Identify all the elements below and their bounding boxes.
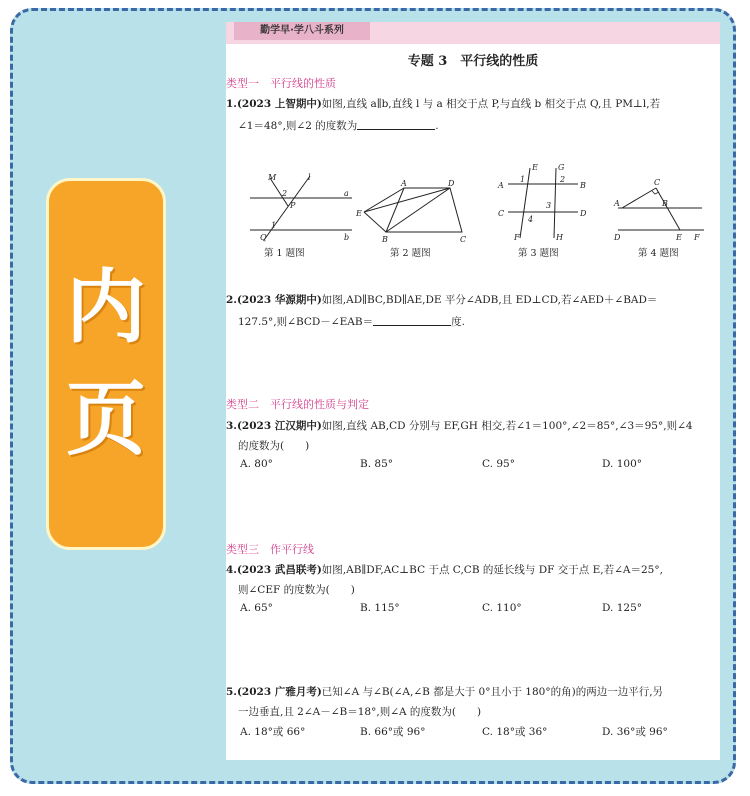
- q4-option-c[interactable]: C. 110°: [482, 602, 522, 614]
- q1-answer-blank[interactable]: [357, 119, 435, 130]
- q1-line-1: [226, 96, 720, 111]
- fig3-label-3: 3: [546, 201, 552, 210]
- type-heading-1: 类型一 平行线的性质: [226, 77, 336, 90]
- q2-line-2: [238, 314, 720, 329]
- fig1-label-1: 1: [271, 221, 277, 230]
- badge-char-1: 内: [66, 261, 146, 354]
- q5-line-1: [226, 684, 720, 699]
- q2-text-3: 度.: [451, 316, 465, 328]
- fig3-label-A: A: [498, 181, 504, 190]
- series-label: 勤学早·学八斗系列: [234, 22, 370, 40]
- fig2-label-C: C: [460, 235, 467, 244]
- fig3-label-F: F: [514, 233, 520, 242]
- q2-text-2: 127.5°,则∠BCD－∠EAB＝: [238, 316, 374, 328]
- q3-line-2: 的度数为( ): [238, 440, 310, 452]
- fig3-label-D: D: [580, 209, 587, 218]
- q5-text-1: 已知∠A 与∠B(∠A,∠B 都是大于 0°且小于 180°的角)的两边一边平行,另: [321, 686, 664, 698]
- inner-page-badge: [46, 178, 166, 550]
- figure-4: [612, 178, 712, 246]
- fig1-label-P: P: [290, 201, 296, 210]
- fig4-label-E: E: [676, 233, 682, 242]
- fig2-label-D: D: [448, 179, 455, 188]
- q4-number: 4.: [226, 564, 237, 576]
- q3-line-1: [226, 418, 720, 433]
- fig3-label-G: G: [558, 163, 565, 172]
- q2-answer-blank[interactable]: [373, 315, 451, 326]
- q5-number: 5.: [226, 686, 237, 698]
- fig3-label-H: H: [556, 233, 563, 242]
- fig3-label-4: 4: [528, 215, 534, 224]
- q2-number: 2.: [226, 294, 237, 306]
- q3-option-b[interactable]: B. 85°: [360, 458, 394, 470]
- fig2-label-B: B: [382, 235, 388, 244]
- workbook-page: [226, 22, 720, 760]
- fig3-label-2: 2: [560, 175, 566, 184]
- q3-option-a[interactable]: A. 80°: [240, 458, 273, 470]
- fig3-label-B: B: [580, 181, 586, 190]
- fig1-label-Q: Q: [260, 233, 267, 242]
- figure-3-caption: 第 3 题图: [518, 248, 559, 259]
- q1-text-2: ∠1＝48°,则∠2 的度数为: [238, 120, 358, 132]
- q4-option-d[interactable]: D. 125°: [602, 602, 643, 614]
- figure-1-caption: 第 1 题图: [264, 248, 305, 259]
- q3-option-c[interactable]: C. 95°: [482, 458, 515, 470]
- figure-2-caption: 第 2 题图: [390, 248, 431, 259]
- q1-text-3: .: [435, 120, 439, 132]
- fig1-label-b: b: [344, 233, 350, 242]
- figure-2: [356, 180, 466, 246]
- fig2-label-A: A: [401, 179, 407, 188]
- q5-line-2: 一边垂直,且 2∠A－∠B＝18°,则∠A 的度数为( ): [238, 706, 482, 718]
- fig1-label-l: l: [308, 173, 311, 182]
- fig4-label-D: D: [614, 233, 621, 242]
- fig4-label-F: F: [694, 233, 700, 242]
- fig2-label-E: E: [356, 209, 362, 218]
- type-heading-2: 类型二 平行线的性质与判定: [226, 398, 369, 411]
- q1-line-2: [238, 118, 720, 133]
- q5-option-c[interactable]: C. 18°或 36°: [482, 726, 548, 738]
- q5-source: (2023 广雅月考): [236, 686, 322, 698]
- fig4-label-A: A: [614, 199, 620, 208]
- fig4-label-B: B: [662, 199, 668, 208]
- q5-option-a[interactable]: A. 18°或 66°: [240, 726, 306, 738]
- q1-source: (2023 上智期中): [236, 98, 322, 110]
- q2-text-1: 如图,AD∥BC,BD∥AE,DE 平分∠ADB,且 ED⊥CD,若∠AED＋∠BAD＝: [321, 294, 658, 306]
- q3-source: (2023 江汉期中): [236, 420, 322, 432]
- q4-line-1: [226, 562, 720, 577]
- q2-line-1: [226, 292, 720, 307]
- badge-char-2: 页: [66, 373, 146, 466]
- q4-line-2: 则∠CEF 的度数为( ): [238, 584, 355, 596]
- page-title: 专题 3 平行线的性质: [407, 54, 539, 69]
- q5-option-b[interactable]: B. 66°或 96°: [360, 726, 426, 738]
- q4-option-b[interactable]: B. 115°: [360, 602, 400, 614]
- q4-option-a[interactable]: A. 65°: [240, 602, 273, 614]
- fig3-label-1: 1: [520, 175, 526, 184]
- q5-option-d[interactable]: D. 36°或 96°: [602, 726, 668, 738]
- fig1-label-2: 2: [282, 189, 288, 198]
- q1-text-1: 如图,直线 a∥b,直线 l 与 a 相交于点 P,与直线 b 相交于点 Q,且 PM⊥l,若: [321, 98, 661, 110]
- fig1-label-a: a: [344, 189, 349, 198]
- figure-1: [246, 172, 356, 246]
- figure-4-caption: 第 4 题图: [638, 248, 679, 259]
- q3-option-d[interactable]: D. 100°: [602, 458, 643, 470]
- fig4-label-C: C: [654, 178, 661, 187]
- q3-number: 3.: [226, 420, 237, 432]
- q4-source: (2023 武昌联考): [236, 564, 322, 576]
- q1-number: 1.: [226, 98, 237, 110]
- fig1-label-M: M: [268, 173, 277, 182]
- q4-text-1: 如图,AB∥DF,AC⊥BC 于点 C,CB 的延长线与 DF 交于点 E,若∠A＝25°,: [321, 564, 663, 576]
- fig3-label-E: E: [532, 163, 538, 172]
- figure-3: [494, 162, 594, 246]
- fig3-label-C: C: [498, 209, 505, 218]
- q2-source: (2023 华源期中): [236, 294, 322, 306]
- q3-text-1: 如图,直线 AB,CD 分别与 EF,GH 相交,若∠1＝100°,∠2＝85°,∠3＝95°,则∠4: [321, 420, 693, 432]
- type-heading-3: 类型三 作平行线: [226, 543, 314, 556]
